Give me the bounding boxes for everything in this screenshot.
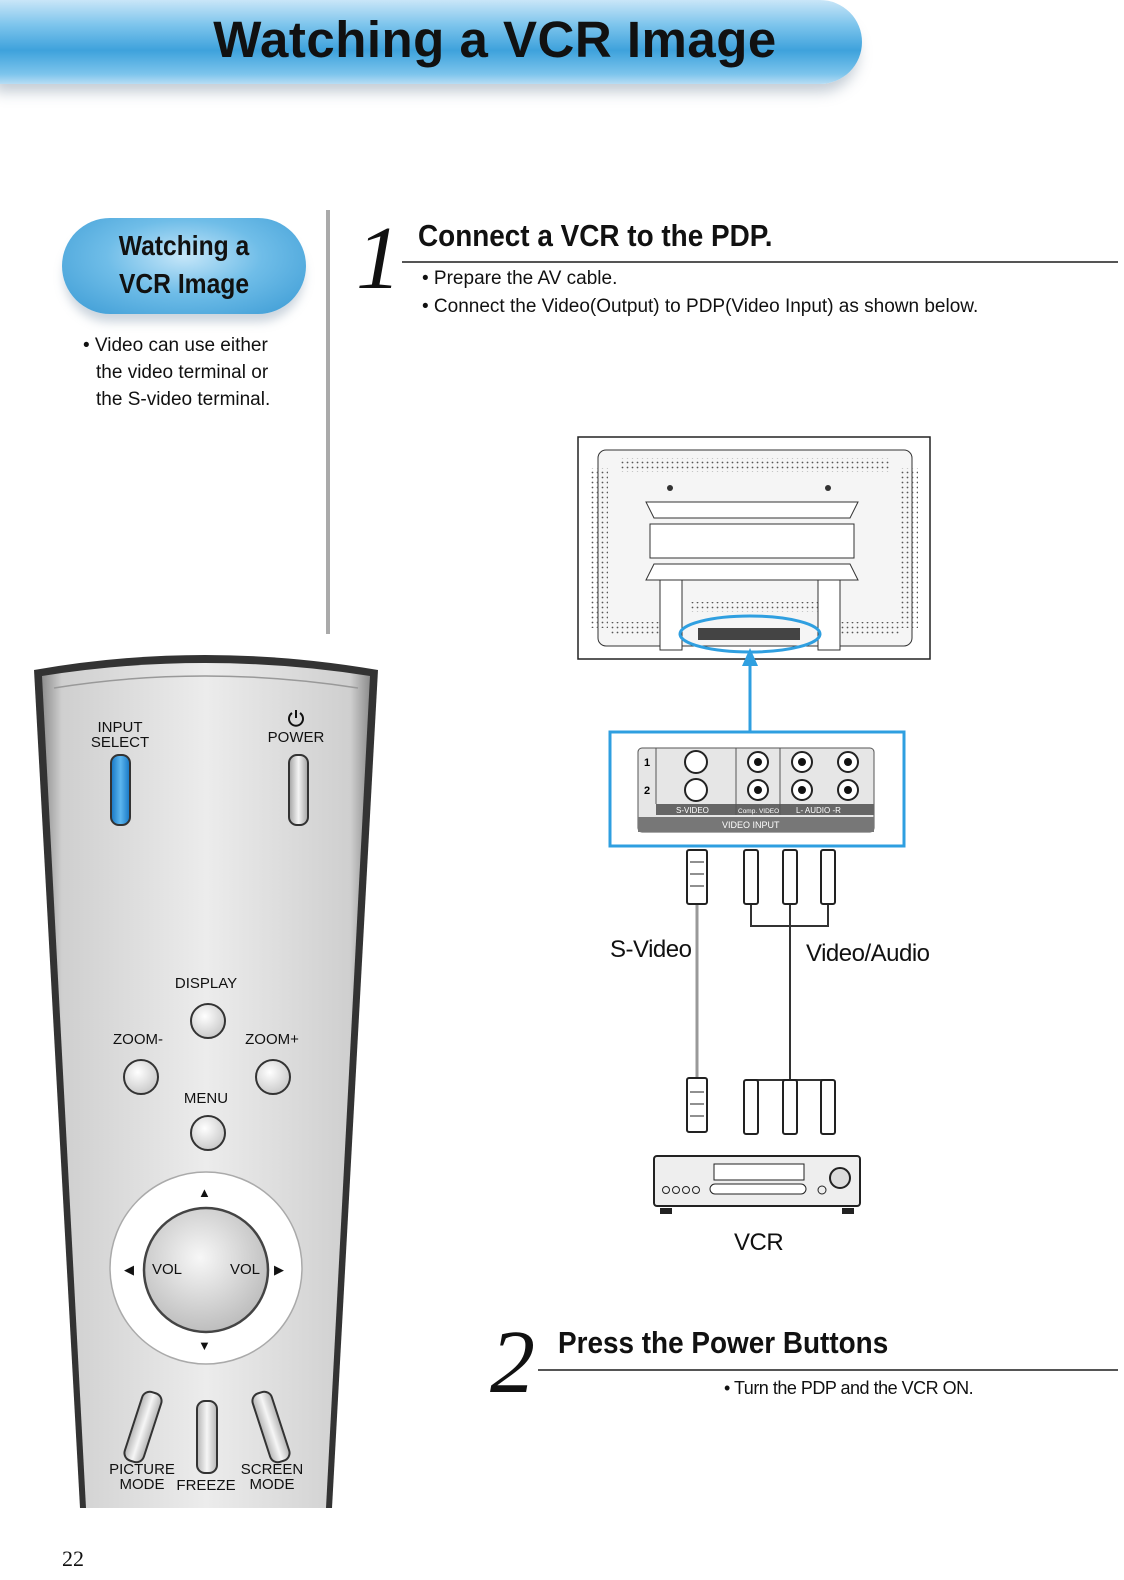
video-audio-label: Video/Audio <box>806 940 930 967</box>
display-button[interactable] <box>190 1003 226 1039</box>
vertical-divider <box>326 210 330 634</box>
pdp-rear-panel <box>578 437 930 659</box>
panel-audio-label: L- AUDIO -R <box>796 806 841 815</box>
step-1-rule <box>402 261 1118 263</box>
picture-mode-label-line1: PICTURE <box>109 1461 175 1478</box>
panel-comp-video-label: Comp. VIDEO <box>738 808 780 815</box>
step-2-rule <box>538 1369 1118 1371</box>
freeze-button[interactable] <box>196 1400 218 1474</box>
svideo-label: S-Video <box>610 936 692 963</box>
sidebar-note <box>83 332 313 413</box>
zoom-plus-label: ZOOM+ <box>245 1031 299 1048</box>
input-select-label-line1: INPUT <box>97 719 143 736</box>
panel-svideo-label: S-VIDEO <box>676 806 709 815</box>
display-label: DISPLAY <box>174 975 238 992</box>
remote-control <box>28 648 384 1508</box>
video-input-panel <box>610 732 904 846</box>
arrow-up-icon[interactable]: ▲ <box>198 1185 211 1200</box>
screen-mode-label-line2: MODE <box>249 1476 295 1493</box>
vol-left-label: VOL <box>151 1261 182 1278</box>
zoom-minus-button[interactable] <box>123 1059 159 1095</box>
panel-row-1-label: 1 <box>644 757 651 769</box>
arrow-down-icon[interactable]: ▼ <box>198 1338 211 1353</box>
panel-row-2-label: 2 <box>644 785 651 797</box>
arrow-right-icon[interactable]: ▶ <box>274 1262 284 1277</box>
sidebar-title-line2: VCR Image <box>118 268 250 299</box>
zoom-minus-label: ZOOM- <box>113 1031 163 1048</box>
power-button[interactable] <box>288 754 309 826</box>
connection-diagram <box>560 430 960 1220</box>
page-title: Watching a VCR Image <box>213 11 777 68</box>
panel-video-input-label: VIDEO INPUT <box>722 820 780 830</box>
power-icon <box>286 708 306 728</box>
zoom-plus-button[interactable] <box>255 1059 291 1095</box>
step-2-number: 2 <box>490 1313 535 1412</box>
vol-right-label: VOL <box>229 1261 260 1278</box>
page-number: 22 <box>62 1546 84 1571</box>
step-1-bullet-2: • Connect the Video(Output) to PDP(Video Input) as shown below. <box>422 296 979 317</box>
power-label: POWER <box>267 729 325 746</box>
screen-mode-label <box>232 1462 312 1492</box>
sidebar-pill <box>62 218 306 314</box>
screen-mode-label-line1: SCREEN <box>240 1461 304 1478</box>
input-select-label <box>80 720 160 750</box>
vcr-device <box>654 1156 860 1214</box>
sidebar-title-line1: Watching a <box>118 230 250 261</box>
input-select-label-line2: SELECT <box>90 734 150 751</box>
sidebar-note-line2: the video terminal or <box>96 362 269 383</box>
step-1-title: Connect a VCR to the PDP. <box>418 218 773 253</box>
step-1-bullet-1: • Prepare the AV cable. <box>422 268 618 289</box>
step-2-bullet-1: • Turn the PDP and the VCR ON. <box>724 1378 974 1398</box>
arrow-left-icon[interactable]: ◀ <box>124 1262 134 1277</box>
freeze-label: FREEZE <box>176 1477 236 1494</box>
sidebar-note-line3: the S-video terminal. <box>96 389 271 410</box>
menu-button[interactable] <box>190 1115 226 1151</box>
input-select-button[interactable] <box>110 754 131 826</box>
remote-body <box>28 648 384 1508</box>
vcr-label: VCR <box>734 1229 784 1256</box>
sidebar-note-line1: • Video can use either <box>83 335 268 356</box>
picture-mode-label-line2: MODE <box>119 1476 165 1493</box>
step-2-title: Press the Power Buttons <box>558 1325 889 1360</box>
cables <box>687 850 835 1134</box>
menu-label: MENU <box>183 1090 229 1107</box>
step-1-number: 1 <box>356 209 401 308</box>
